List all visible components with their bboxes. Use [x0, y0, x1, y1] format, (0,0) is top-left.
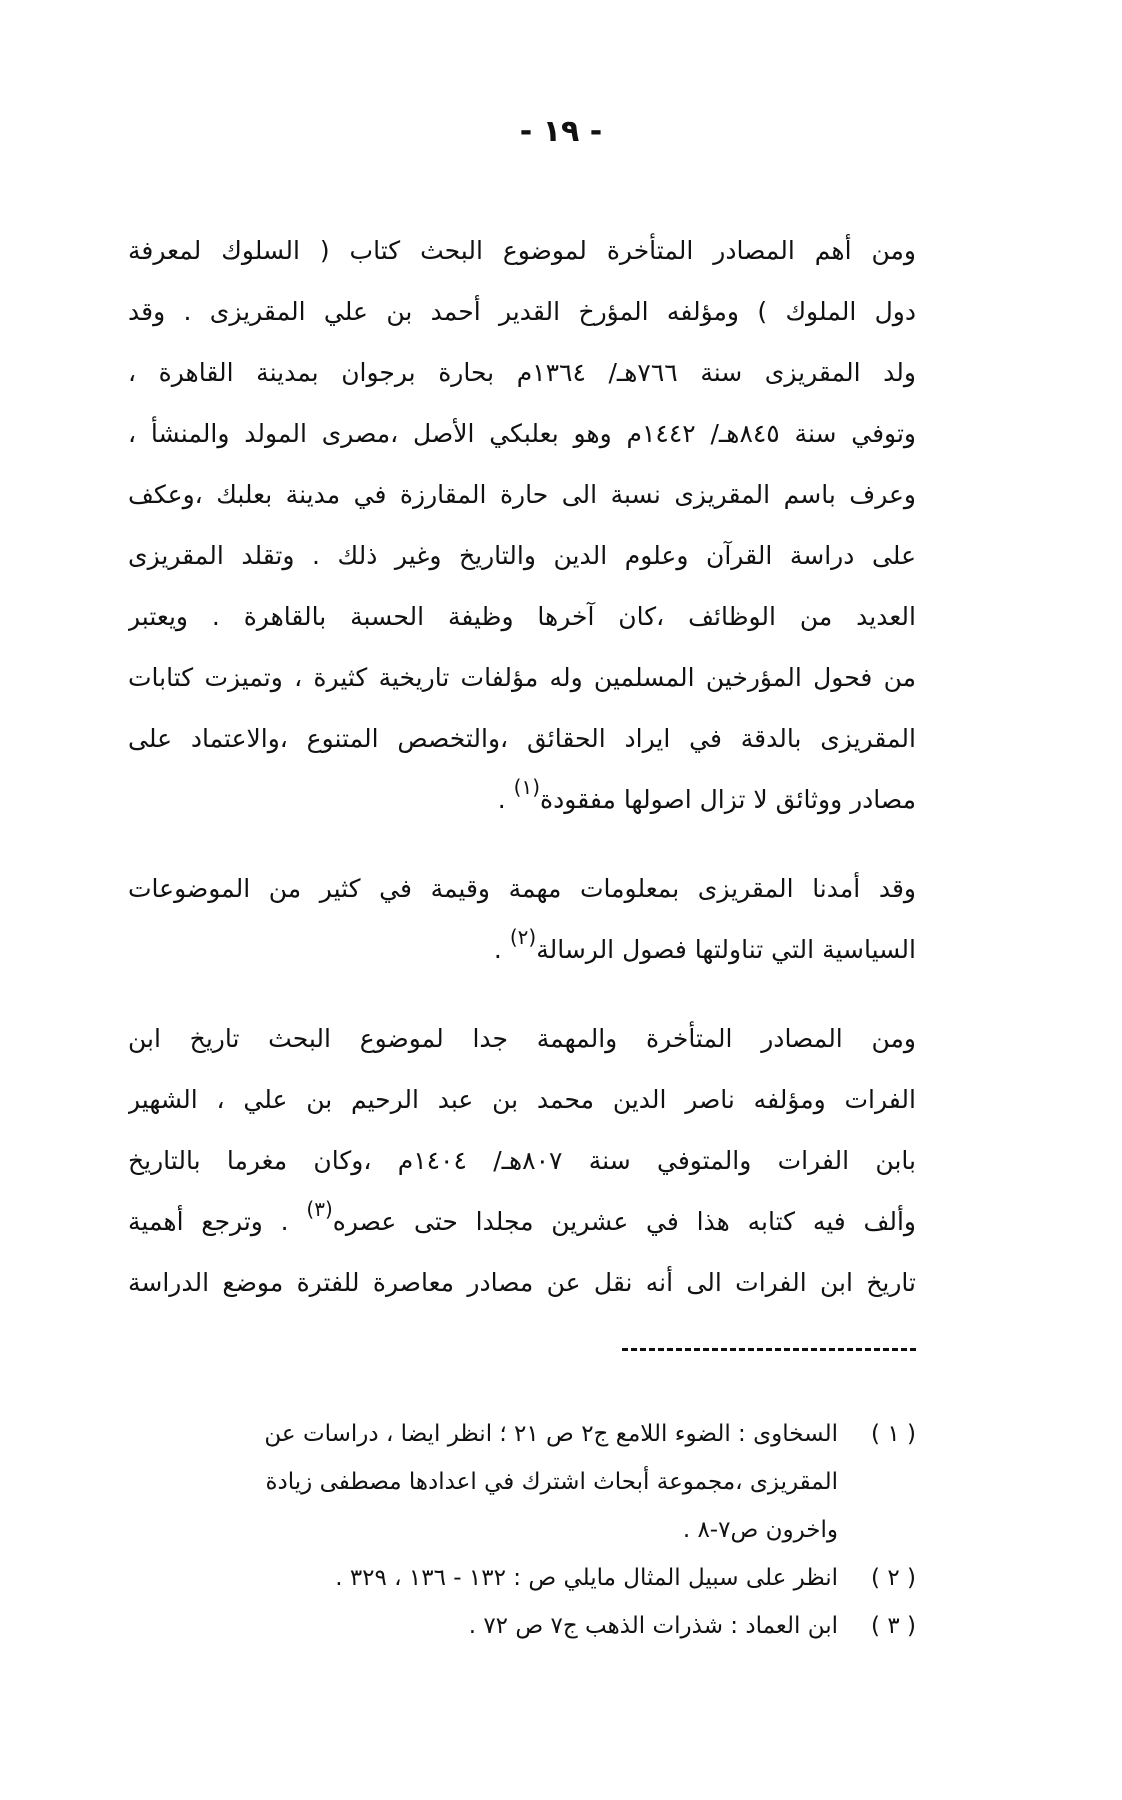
- footnote-number: ( ١ ): [871, 1421, 916, 1447]
- footnote: [140, 1602, 916, 1650]
- footnote-body: [140, 1410, 838, 1554]
- footnote-reference: (٣): [306, 1197, 333, 1221]
- footnote-body: [140, 1602, 838, 1650]
- footnote-separator: [622, 1348, 916, 1351]
- text-line: [128, 769, 916, 830]
- text-fragment: .: [493, 935, 502, 964]
- footnote-reference: (١): [513, 775, 541, 799]
- text-fragment: السياسية التي تناولتها فصول الرسالة: [536, 935, 916, 964]
- text-line: بابن الفرات والمتوفي سنة ٨٠٧هـ/ ١٤٠٤م ،وكان مغرما بالتاريخ: [128, 1146, 916, 1175]
- text-line: الفرات ومؤلفه ناصر الدين محمد بن عبد الرحيم بن علي ، الشهير: [128, 1085, 916, 1114]
- text-line: وتوفي سنة ٨٤٥هـ/ ١٤٤٢م وهو بعلبكي الأصل ،مصرى المولد والمنشأ ،: [128, 419, 916, 448]
- footnote-number: ( ٣ ): [871, 1613, 916, 1639]
- paragraph-gap: [128, 980, 916, 1008]
- footnote-line: واخرون ص٧-٨ .: [682, 1517, 838, 1543]
- text-line: العديد من الوظائف ،كان آخرها وظيفة الحسبة بالقاهرة . ويعتبر: [128, 602, 916, 631]
- text-line: [128, 919, 916, 980]
- page-number: - ١٩ -: [519, 114, 603, 149]
- footnote-line: انظر على سبيل المثال مايلي ص : ١٣٢ - ١٣٦ ، ٣٢٩ .: [335, 1565, 838, 1591]
- text-line: تاريخ ابن الفرات الى أنه نقل عن مصادر معاصرة للفترة موضع الدراسة: [128, 1268, 916, 1297]
- text-line: على دراسة القرآن وعلوم الدين والتاريخ وغير ذلك . وتقلد المقريزى: [128, 541, 916, 570]
- text-fragment: .: [497, 785, 506, 814]
- text-line: المقريزى بالدقة في ايراد الحقائق ،والتخصص المتنوع ،والاعتماد على: [128, 724, 916, 753]
- text-line: ومن المصادر المتأخرة والمهمة جدا لموضوع البحث تاريخ ابن: [128, 1024, 916, 1053]
- footnote-reference: (٢): [509, 925, 537, 949]
- text-line: [128, 1191, 916, 1252]
- text-line: دول الملوك ) ومؤلفه المؤرخ القدير أحمد بن علي المقريزى . وقد: [128, 297, 916, 326]
- text-fragment: . وترجع أهمية: [128, 1207, 289, 1236]
- footnote-line: المقريزى ،مجموعة أبحاث اشترك في اعدادها مصطفى زيادة: [265, 1469, 838, 1495]
- text-line: وعرف باسم المقريزى نسبة الى حارة المقارزة في مدينة بعلبك ،وعكف: [128, 480, 916, 509]
- footnote-line: ابن العماد : شذرات الذهب ج٧ ص ٧٢ .: [468, 1613, 838, 1639]
- text-fragment: وألف فيه كتابه هذا في عشرين مجلدا حتى عصره: [332, 1207, 916, 1236]
- text-line: وقد أمدنا المقريزى بمعلومات مهمة وقيمة في كثير من الموضوعات: [128, 874, 916, 903]
- footnote: [140, 1554, 916, 1602]
- paragraph-gap: [128, 830, 916, 858]
- footnotes: [140, 1410, 916, 1650]
- footnote-number: ( ٢ ): [871, 1565, 916, 1591]
- text-fragment: مصادر ووثائق لا تزال اصولها مفقودة: [540, 785, 916, 814]
- text-line: من فحول المؤرخين المسلمين وله مؤلفات تاريخية كثيرة ، وتميزت كتابات: [128, 663, 916, 692]
- text-line: ومن أهم المصادر المتأخرة لموضوع البحث كتاب ( السلوك لمعرفة: [128, 236, 916, 265]
- footnote-line: السخاوى : الضوء اللامع ج٢ ص ٢١ ؛ انظر ايضا ، دراسات عن: [264, 1421, 838, 1447]
- footnote-body: [140, 1554, 838, 1602]
- text-line: ولد المقريزى سنة ٧٦٦هـ/ ١٣٦٤م بحارة برجوان بمدينة القاهرة ،: [128, 358, 916, 387]
- main-text: [128, 220, 916, 1313]
- footnote: [140, 1410, 916, 1554]
